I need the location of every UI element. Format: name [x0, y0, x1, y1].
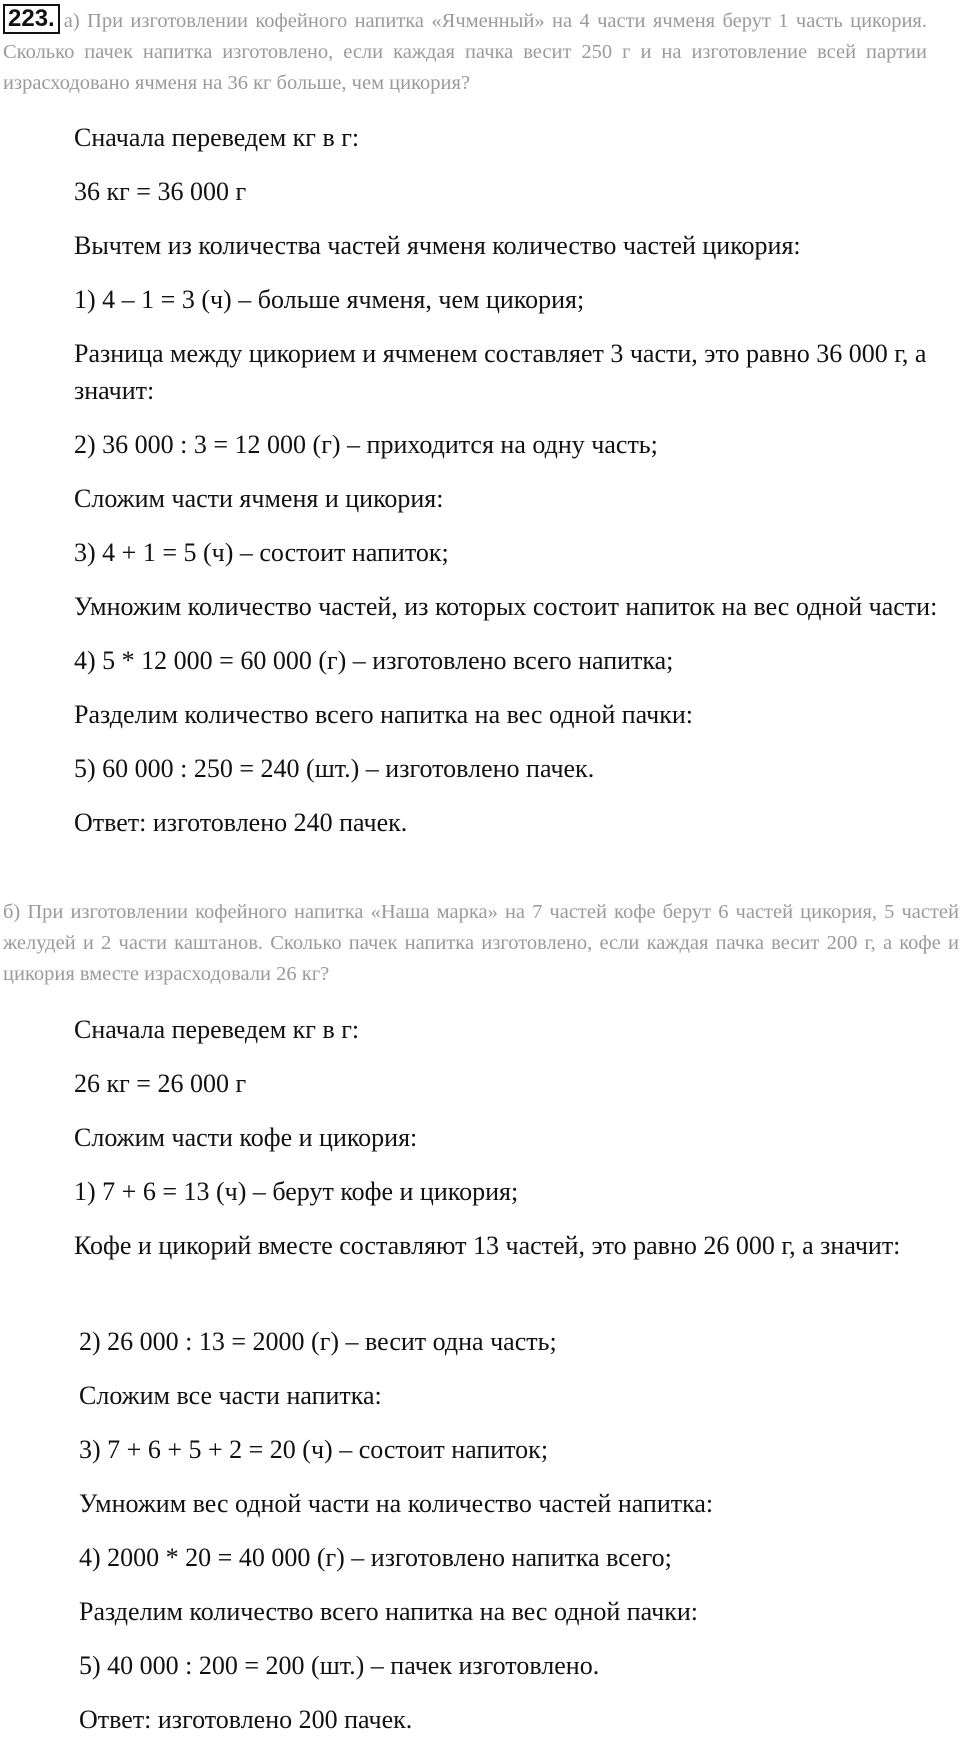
- solution-b-line: 3) 7 + 6 + 5 + 2 = 20 (ч) – состоит напиток;: [79, 1435, 549, 1464]
- solution-b-line: 1) 7 + 6 = 13 (ч) – берут кофе и цикория;: [74, 1177, 519, 1206]
- answer-b: Ответ: изготовлено 200 пачек.: [79, 1705, 413, 1734]
- solution-a-line: Разделим количество всего напитка на вес одной пачки:: [74, 700, 694, 729]
- solution-b-line: Кофе и цикорий вместе составляют 13 частей, это равно 26 000 г, а значит:: [74, 1231, 901, 1260]
- solution-b-second: [79, 1323, 959, 1755]
- solution-b-line: 26 кг = 26 000 г: [74, 1069, 247, 1098]
- problem-number-box: 223.: [3, 4, 60, 34]
- solution-a-line: Сначала переведем кг в г:: [74, 123, 360, 152]
- solution-b-line: Сложим части кофе и цикория:: [74, 1123, 418, 1152]
- problem-b-statement: б) При изготовлении кофейного напитка «Наша марка» на 7 частей кофе берут 6 частей цикория, 5 частей желудей и 2 части каштанов. Сколько пачек напитка изготовлено, если каждая пачка весит 200 г, а кофе и цикория вместе израсходовали 26 кг?: [3, 901, 959, 985]
- problem-a-text: а) При изготовлении кофейного напитка «Ячменный» на 4 части ячменя берут 1 часть цикория. Сколько пачек напитка изготовлено, если каждая пачка весит 250 г и на изготовление всей партии израсходовано ячменя на 36 кг больше, чем цикория?: [3, 10, 927, 94]
- solution-b-line: 5) 40 000 : 200 = 200 (шт.) – пачек изготовлено.: [79, 1651, 600, 1680]
- problem-a-statement: [3, 4, 927, 99]
- solution-a-line: 1) 4 – 1 = 3 (ч) – больше ячменя, чем цикория;: [74, 285, 585, 314]
- solution-b-line: Умножим вес одной части на количество частей напитка:: [79, 1489, 714, 1518]
- solution-a-line: Вычтем из количества частей ячменя количество частей цикория:: [74, 231, 801, 260]
- solution-a-line: 5) 60 000 : 250 = 240 (шт.) – изготовлено пачек.: [74, 754, 595, 783]
- solution-a-line: Разница между цикорием и ячменем составляет 3 части, это равно 36 000 г, а значит:: [74, 339, 927, 405]
- solution-a-line: 36 кг = 36 000 г: [74, 177, 247, 206]
- solution-a-line: Умножим количество частей, из которых состоит напиток на вес одной части:: [74, 592, 938, 621]
- solution-b-line: 4) 2000 * 20 = 40 000 (г) – изготовлено напитка всего;: [79, 1543, 672, 1572]
- solution-a-line: 3) 4 + 1 = 5 (ч) – состоит напиток;: [74, 538, 449, 567]
- answer-a: Ответ: изготовлено 240 пачек.: [74, 808, 408, 837]
- solution-a-line: 4) 5 * 12 000 = 60 000 (г) – изготовлено всего напитка;: [74, 646, 674, 675]
- solution-a: [74, 119, 954, 858]
- solution-b-line: Сложим все части напитка:: [79, 1381, 382, 1410]
- solution-a-line: 2) 36 000 : 3 = 12 000 (г) – приходится на одну часть;: [74, 430, 658, 459]
- solution-b-line: Сначала переведем кг в г:: [74, 1015, 360, 1044]
- solution-b-line: 2) 26 000 : 13 = 2000 (г) – весит одна часть;: [79, 1327, 557, 1356]
- solution-b-line: Разделим количество всего напитка на вес одной пачки:: [79, 1597, 699, 1626]
- solution-b-first: [74, 1011, 954, 1281]
- solution-a-line: Сложим части ячменя и цикория:: [74, 484, 444, 513]
